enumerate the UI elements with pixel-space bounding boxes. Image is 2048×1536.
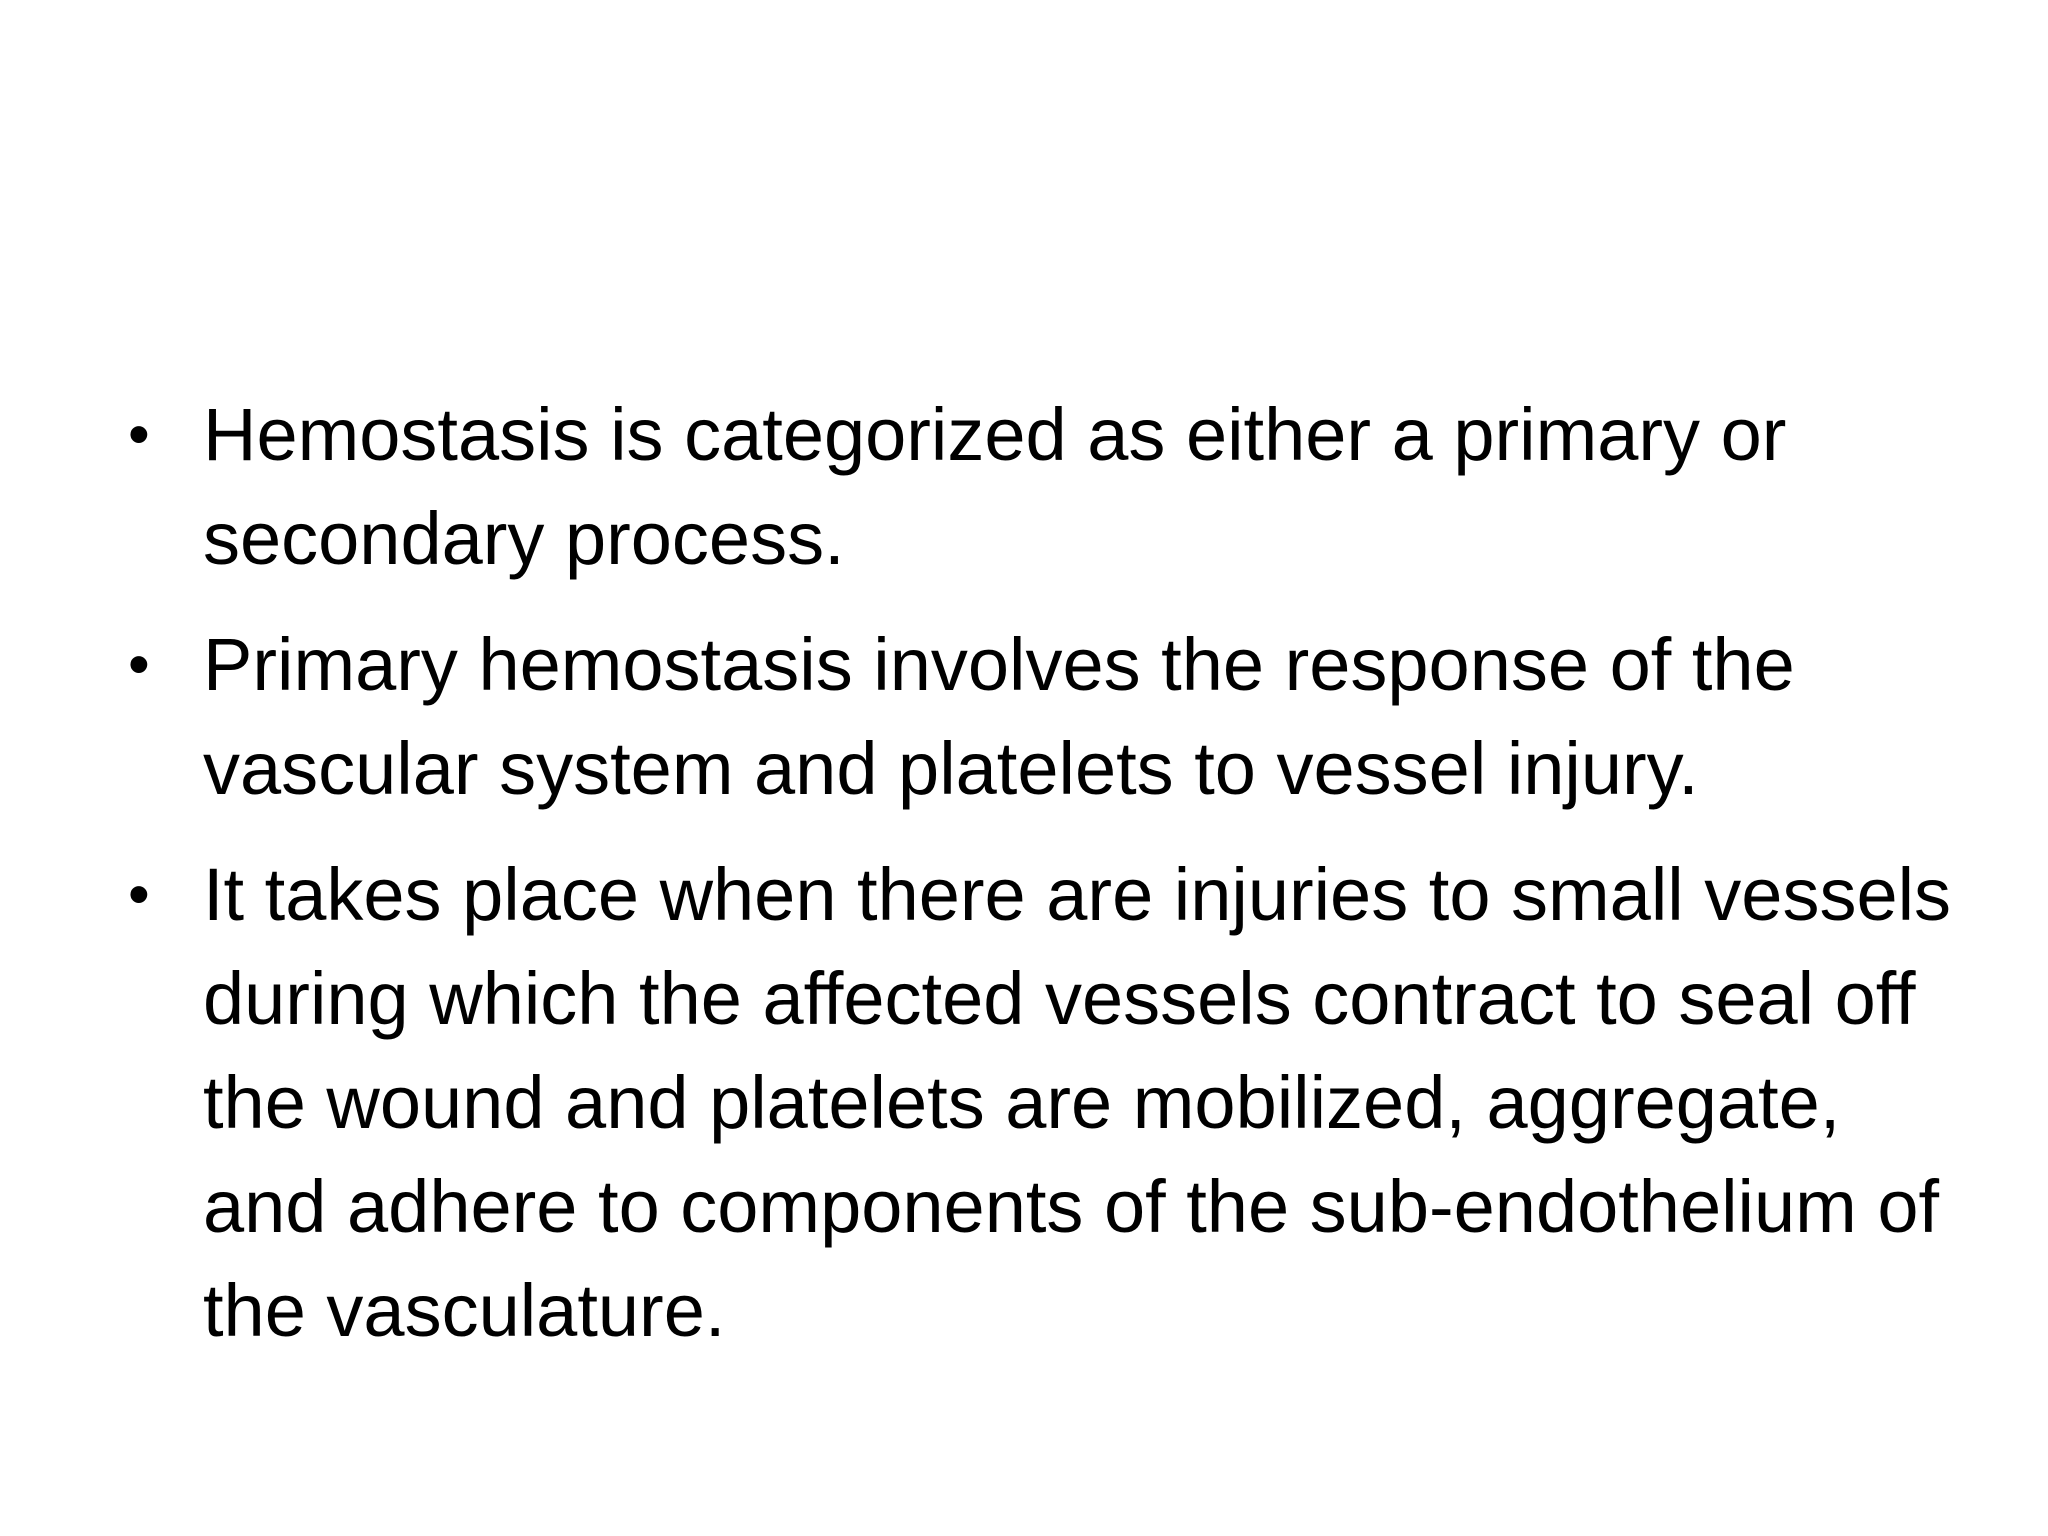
bullet-icon: • (128, 630, 150, 699)
bullet-item (110, 843, 1970, 1363)
bullet-text: Hemostasis is categorized as either a primary or secondary process. (203, 393, 1787, 580)
bullet-text: Primary hemostasis involves the response of the vascular system and platelets to vessel injury. (203, 623, 1795, 810)
bullet-item (110, 613, 1970, 821)
bullet-text: It takes place when there are injuries to small vessels during which the affected vessels contract to seal off the wound and platelets are mobilized, aggregate, and adhere to components of the sub-endothelium of the vasculature. (203, 853, 1952, 1352)
bullet-item (110, 383, 1970, 591)
bullet-icon: • (128, 860, 150, 929)
bullet-icon: • (128, 400, 150, 469)
bullet-list (110, 383, 1970, 1385)
